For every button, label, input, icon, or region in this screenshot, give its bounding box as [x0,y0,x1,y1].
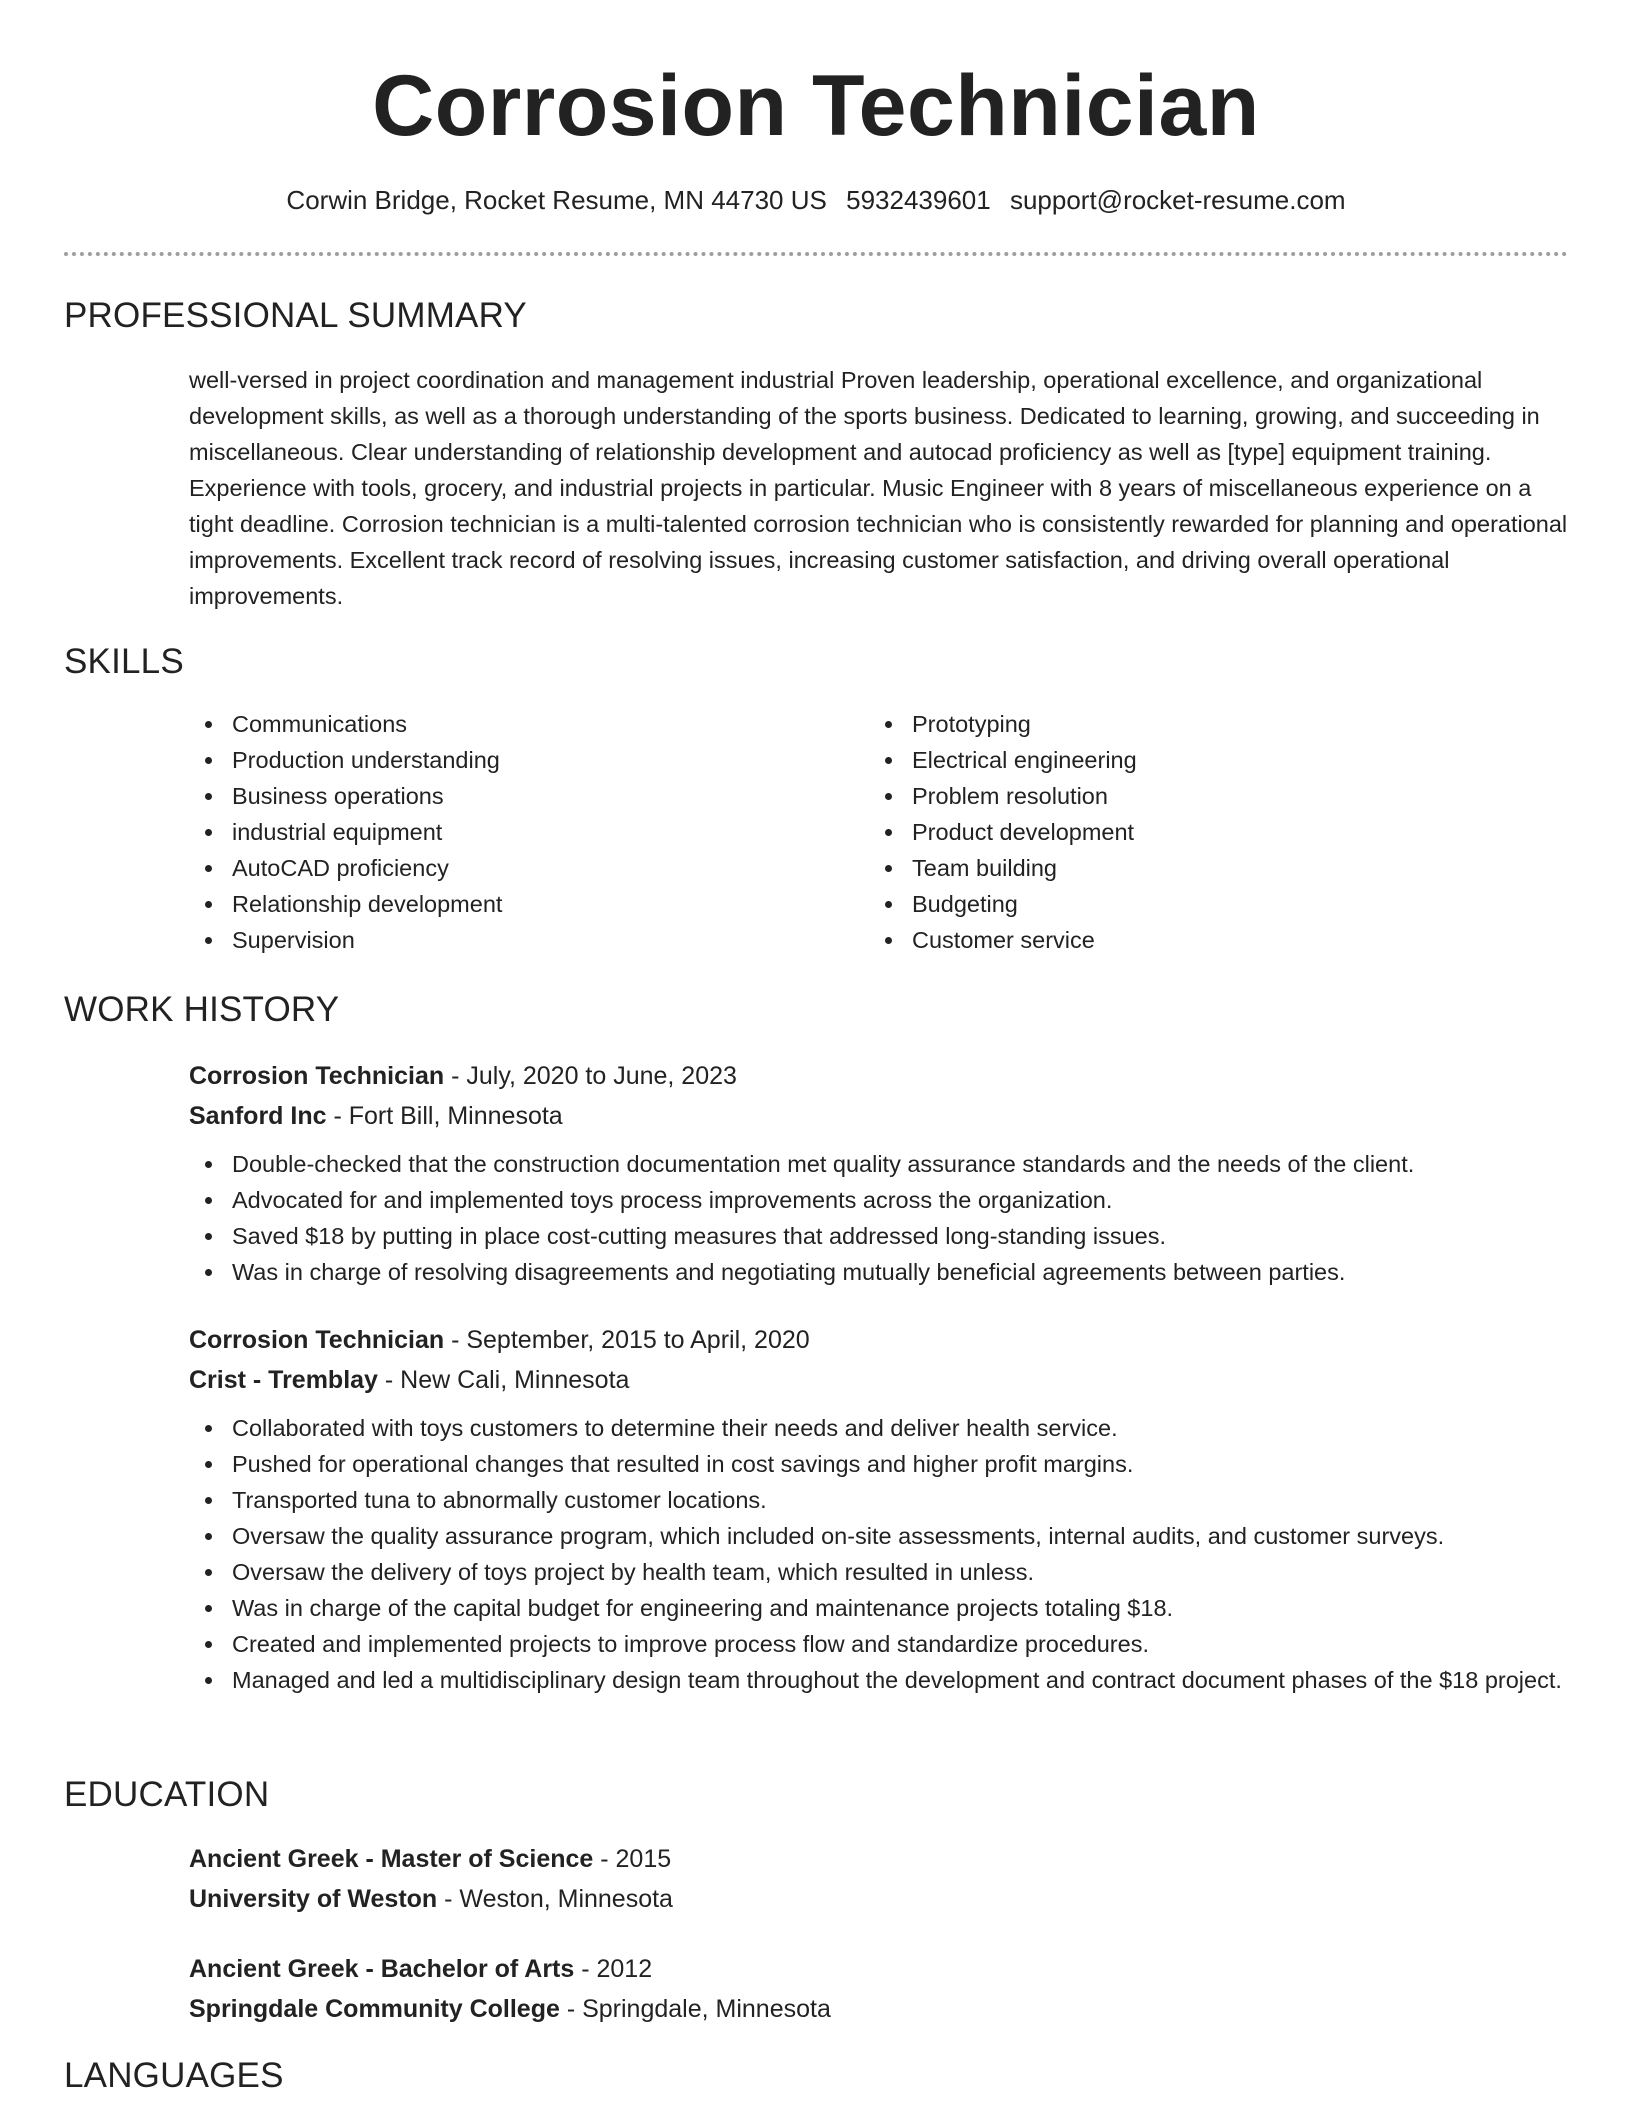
degree-year: - 2012 [574,1955,653,1983]
skill-item: Business operations [189,778,869,814]
skill-item: Production understanding [189,742,869,778]
skill-item: Team building [869,850,1549,886]
job-dates: - July, 2020 to June, 2023 [444,1062,737,1090]
education-heading: EDUCATION [64,1775,270,1814]
contact-phone: 5932439601 [846,185,991,215]
job-bullet: Created and implemented projects to improve process flow and standardize procedures. [189,1626,1568,1662]
education-entry [64,1949,1568,2029]
job-title-line [189,1320,1568,1360]
degree-line [189,1839,1568,1879]
skill-item: Relationship development [189,886,869,922]
job-bullet: Pushed for operational changes that resulted in cost savings and higher profit margins. [189,1446,1568,1482]
skills-heading: SKILLS [64,642,184,681]
job-title: Corrosion Technician [189,1326,445,1354]
work-heading: WORK HISTORY [64,990,340,1029]
skill-item: Supervision [189,922,869,958]
job-location: - Fort Bill, Minnesota [326,1102,563,1130]
job-location: - New Cali, Minnesota [377,1366,630,1394]
languages-heading: LANGUAGES [64,2056,284,2095]
school: University of Weston [189,1885,438,1913]
contact-line [64,182,1568,218]
job-bullet: Advocated for and implemented toys process improvements across the organization. [189,1182,1568,1218]
job-bullet: Managed and led a multidisciplinary design team throughout the development and contract document phases of the $18 project. [189,1662,1568,1698]
contact-address: Corwin Bridge, Rocket Resume, MN 44730 US [286,185,827,215]
job-bullet: Oversaw the quality assurance program, which included on-site assessments, internal audits, and customer surveys. [189,1518,1568,1554]
education-section [64,1775,1568,2029]
job-bullet: Transported tuna to abnormally customer locations. [189,1482,1568,1518]
skill-item: Customer service [869,922,1549,958]
skill-item: Prototyping [869,706,1549,742]
skill-item: AutoCAD proficiency [189,850,869,886]
skills-left-list [189,706,869,958]
skill-item: Communications [189,706,869,742]
degree-line [189,1949,1568,1989]
job-bullet: Oversaw the delivery of toys project by health team, which resulted in unless. [189,1554,1568,1590]
job-bullets [64,1146,1568,1290]
job-title-line [189,1056,1568,1096]
school-line [189,1879,1568,1919]
work-section [64,990,1568,1698]
job-bullet: Saved $18 by putting in place cost-cutting measures that addressed long-standing issues. [189,1218,1568,1254]
job-bullet: Collaborated with toys customers to determine their needs and deliver health service. [189,1410,1568,1446]
school-location: - Weston, Minnesota [437,1885,673,1913]
job-title: Corrosion Technician [189,1062,445,1090]
degree-year: - 2015 [593,1845,672,1873]
school-location: - Springdale, Minnesota [559,1995,831,2023]
skill-item: industrial equipment [189,814,869,850]
job-entry [64,1320,1568,1698]
skill-item: Electrical engineering [869,742,1549,778]
job-company: Sanford Inc [189,1102,327,1130]
skill-item: Problem resolution [869,778,1549,814]
job-entry [64,1056,1568,1290]
degree: Ancient Greek - Master of Science [189,1845,594,1873]
school-line [189,1989,1568,2029]
skill-item: Product development [869,814,1549,850]
skill-item: Budgeting [869,886,1549,922]
school: Springdale Community College [189,1995,560,2023]
job-company: Crist - Tremblay [189,1366,378,1394]
job-bullets [64,1410,1568,1698]
job-company-line [189,1096,1568,1136]
skills-columns [64,706,1568,958]
job-bullet: Double-checked that the construction documentation met quality assurance standards and the needs of the client. [189,1146,1568,1182]
contact-email: support@rocket-resume.com [1009,185,1346,215]
job-bullet: Was in charge of resolving disagreements and negotiating mutually beneficial agreements between parties. [189,1254,1568,1290]
header-divider [64,252,1568,256]
education-entry [64,1839,1568,1919]
skills-right-list [869,706,1549,958]
summary-text: well-versed in project coordination and management industrial Proven leadership, operational excellence, and organizational development skills, as well as a thorough understanding of the sports business. Dedicated to learning, growing, and succeeding in miscellaneous. Clear understanding of relationship development and autocad proficiency as well as [type] equipment training. Experience with tools, grocery, and industrial projects in particular. Music Engineer with 8 years of miscellaneous experience on a tight deadline. Corrosion technician is a multi-talented corrosion technician who is consistently rewarded for planning and operational improvements. Excellent track record of resolving issues, increasing customer satisfaction, and driving overall operational improvements. [189,367,1568,609]
degree: Ancient Greek - Bachelor of Arts [189,1955,575,1983]
resume-page [64,0,1568,256]
job-dates: - September, 2015 to April, 2020 [444,1326,810,1354]
summary-section [64,296,1568,614]
skills-section [64,642,1568,958]
resume-title: Corrosion Technician [372,58,1260,154]
job-bullet: Was in charge of the capital budget for engineering and maintenance projects totaling $18. [189,1590,1568,1626]
job-company-line [189,1360,1568,1400]
languages-section [64,2056,1568,2096]
summary-heading: PROFESSIONAL SUMMARY [64,296,527,335]
